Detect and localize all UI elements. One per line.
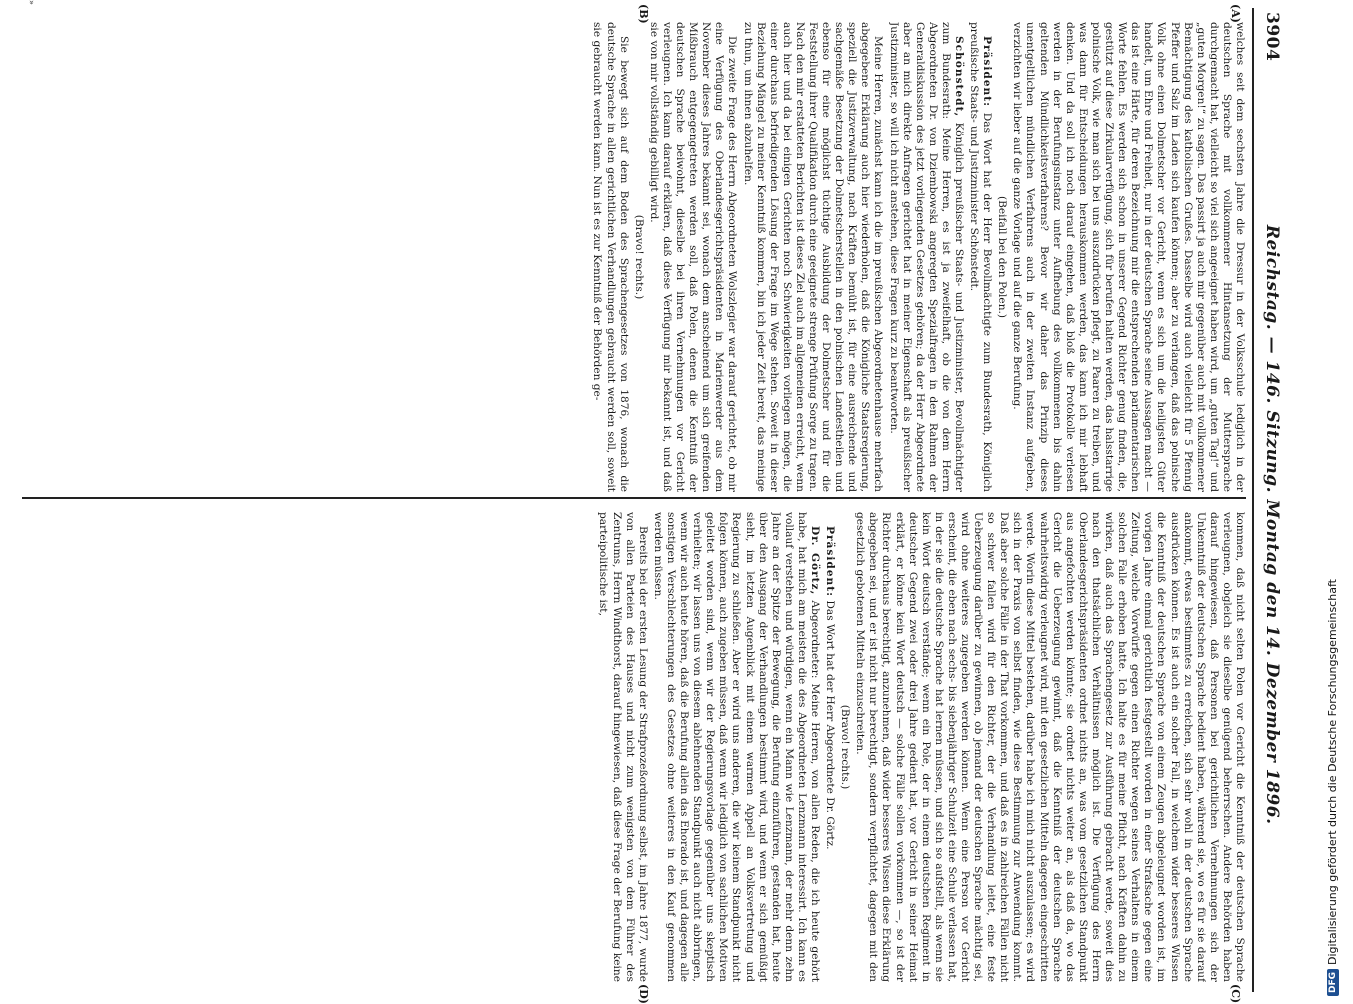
margin-mark-d: (D) xyxy=(637,984,650,1004)
speech-paragraph xyxy=(823,512,836,982)
text-paragraph: kommen, daß nicht selten Polen vor Gericht die Kenntniß der deutschen Sprache verleugnen, obgleich sie dieselbe genügend beherrschen. Andere Behörden haben darauf hingewiesen, daß Personen bei gerichtlichen Vernehmungen sich der Unkenntniß der deutschen Sprache bedient haben, während sie, wo es für sie darauf ankommt, etwas bestimmtes zu erreichen, sich sehr wohl in der deutschen Sprache ausdrücken können. Es ist auch ein solcher Fall, in welchem wider besseres Wissen die Kenntniß der deutschen Sprache von einem Zeugen abgeleugnet worden ist, im vorigen Jahre einmal gerichtlich festgestellt worden in einer Strafsache gegen eine Zeitung, welche Vorwürfe gegen einen Richter wegen seines Verhaltens in einem solchen Falle erhoben hatte. Ich halte es für meine Pflicht, nach Kräften dahin zu wirken, daß auch das Sprachengesetz zur Ausführung gebracht werde, soweit dies nach den thatsächlichen Verhältnissen möglich ist. Die Verfügung des Herrn Oberlandesgerichtspräsidenten ordnet nichts an, was vom gesetzlichen Standpunkt aus angefochten werden könnte; sie ordnet nichts weiter an, als daß da, wo das Gericht die Ueberzeugung gewinnt, daß die Kenntniß der deutschen Sprache wahrheitswidrig verleugnet wird, mit den gesetzlichen Mitteln dagegen eingeschritten werde. Worin diese Mittel bestehen, darüber habe ich mich nicht auszulassen; es wird sich in der Praxis von selbst finden, wie diese Bestimmung zur Anwendung kommt. Daß aber solche Fälle in der That vorkommen, und daß es in zahlreichen Fällen nicht so schwer fallen wird für den Richter, der die Verhandlung leitet, eine feste Ueberzeugung darüber zu gewinnen, ob jemand der deutschen Sprache mächtig sei, wird ohne weiteres zugegeben werden können. Wenn eine Person vor Gericht erscheint, die eben nach sechs- bis siebenjähriger Schulzeit eine Schule verlassen hat, in der sie die deutsche Sprache hat lernen müssen, und sich so aufstellt, als wenn sie kein Wort deutsch verstände; wenn ein Pole, der in einem deutschen Regiment in deutscher Gegend zwei oder drei Jahre gedient hat, vor Gericht in seiner Heimat erklärt, er könne kein Wort deutsch — solche Fälle sollen vorkommen —, so ist der Richter durchaus berechtigt, anzunehmen, daß wider besseres Wissen diese Erklärung abgegeben sei, und er ist nicht nur berechtigt, sondern verpflichtet, dagegen mit den gesetzlich gebotenen Mitteln einzuschreiten. xyxy=(854,512,1246,982)
page-title: Reichstag. — 146. Sitzung. Montag den 14. Dezember 1896. xyxy=(1262,224,1282,825)
page-number: 3904 xyxy=(1262,12,1282,62)
speech-text: Abgeordneter: Meine Herren, von allen Reden, die ich heute gehört habe, hat mich am meisten die des Abgeordneten Lenzmann interessirt. Ich kann es vollauf verstehen und würdigen, wenn ein Mann wie Lenzmann, der mehr denn zehn Jahre an der Spitze der Bewegung, die Berufung einzuführen, gestanden hat, heute über den Ausgang der Verhandlungen bestimmt wird, und wenn er sich gemüßigt sieht, im letzten Augenblick mit einem warmen Appell an Volksvertretung und Regierung zu schließen. Aber er wird uns anderen, die wir keinem Standpunkt nicht folgen können, auch zugeben müssen, daß wenn wir lediglich von sachlichen Motiven geleitet worden sind, wenn wir der Regierungsvorlage gegenüber uns skeptisch verhielten; wir lassen uns von diesem ablehnenden Standpunkt auch nicht abbringen, wenn wir auch heute hören, daß die Berufung allein das Ehorado ist, und dagegen alle sonstigen Verschlechterungen des Gesetzes ohne weiteres in den Kauf genommen werden müssen. xyxy=(651,512,821,982)
text-paragraph: Die zweite Frage des Herrn Abgeordneten Wolszlegier war darauf gerichtet, ob mir eine Verfügung des Oberlandesgerichtspräsidenten in Marienwerder aus dem November dieses Jahres bekannt sei, wonach dem anscheinend um sich greifenden Mißbrauch entgegengetreten werden soll, daß Polen, denen die Kenntniß der deutschen Sprache beiwohnt, dieselbe bei ihren Vernehmungen vor Gericht verleugnen. Ich kann darauf erklären, daß diese Verfügung mir bekannt ist, und daß sie von mir vollständig gebilligt wird. xyxy=(647,22,739,492)
speech-paragraph xyxy=(886,22,965,492)
speaker-name: Präsident: xyxy=(981,36,994,108)
margin-mark-b: (B) xyxy=(637,4,650,24)
stage-direction: (Bravo! rechts.) xyxy=(839,704,852,790)
speech-paragraph xyxy=(967,22,993,492)
speech-text: Königlich preußischer Staats- und Justizminister, Bevollmächtigter zum Bundesrath: Meine Herren, es ist ja zweifelhaft, ob die von dem Herrn Abgeordneten Dr. von Dziembowski angeregten Spezialfragen in den Rahmen der Generaldiskussion des jetzt vorliegenden Gesetzes gehören; da der Herr Abgeordnete aber an mich direkte Anfragen gerichtet hat in meiner Eigenschaft als preußischer Justizminister, so will ich nicht anstehen, diese Fragen kurz zu beantworten. xyxy=(887,22,966,492)
digitization-note-text: Digitalisierung gefördert durch die Deutsche Forschungsgemeinschaft xyxy=(1326,579,1339,965)
text-paragraph: Bereits bei der ersten Lesung der Strafprozeßordnung selbst, im Jahre 1877, wurde von allen Parteien des Hauses und nicht zum wenigsten von dem Führer des Zentrums, Herrn Windthorst, darauf hingewiesen, daß diese Frage der Berufung keine parteipolitische ist, xyxy=(597,512,649,982)
speaker-name: Dr. Görtz, xyxy=(809,526,821,596)
speaker-name: Schönstedt, xyxy=(953,36,966,118)
text-paragraph: Sie bewegt sich auf dem Boden des Sprachengesetzes von 1876, wonach die deutsche Sprache in allen gerichtlichen Verhandlungen gebraucht werden soll, soweit sie gebraucht werden kann. Nun ist es zur Kenntniß der Behörden ge- xyxy=(591,22,630,492)
margin-mark-c: (C) xyxy=(1229,984,1242,1004)
footer-mark: » xyxy=(27,0,36,5)
text-paragraph: Meine Herren, zunächst kann ich die im preußischen Abgeordnetenhause mehrfach abgegebene Erklärung auch hier wiederholen, daß die Königliche Staatsregierung, speziell die Justizverwaltung, nach Kräften bemüht ist, für eine ausreichende und sachgemäße Besetzung der Dolmetscherstellen in den polnischen Landestheilen und ebenso für eine möglichst tüchtige Ausbildung der Dolmetscher und für die Feststellung ihrer Qualifikation durch eine geeignete strenge Prüfung Sorge zu tragen. Nach den mir erstatteten Berichten ist dieses Ziel auch im allgemeinen erreicht, wenn auch hier und da bei einigen Gerichten noch Schwierigkeiten vorliegen mögen, die einer durchaus befriedigenden Lösung der Frage im Wege stehen. Soweit in dieser Beziehung Mängel zu meiner Kenntniß kommen, bin ich jeder Zeit bereit, das meinige zu thun, um ihnen abzuhelfen. xyxy=(741,22,885,492)
column-divider xyxy=(22,497,1246,499)
speaker-name: Präsident: xyxy=(824,526,837,598)
speech-text: Das Wort hat der Herr Bevollmächtigte zum Bundesrath, Königlich preußische Staats- und Justizminister Schönstedt. xyxy=(968,22,994,492)
speech-text: Das Wort hat der Herr Abgeordnete Dr. Görtz. xyxy=(824,597,837,850)
margin-mark-a: (A) xyxy=(1229,4,1242,23)
page-header xyxy=(1258,12,1282,988)
speech-paragraph xyxy=(651,512,821,982)
dfg-logo-icon: DFG xyxy=(1327,969,1339,996)
header-rule xyxy=(1252,8,1254,992)
stage-direction: (Beifall bei den Polen.) xyxy=(996,195,1009,319)
right-text-column xyxy=(22,512,1246,982)
text-paragraph: welches seit dem sechsten Jahre die Dressur in der Volksschule lediglich in der deutschen Sprache mit vollkommener Hintansetzung der Muttersprache durchgemacht hat, vielleicht so viel sich angeeignet haben wird, um „guten Tag!“ und „guten Morgen!“ zu sagen. Das passirt ja auch mir gegenüber auch mit vollkommener Bemächtigung des katholischen Grußes. Dasselbe wird auch vielleicht für 5 Pfennig Pfeffer und Salz im Laden sich kaufen können; aber zu verlangen, daß das polnische Volk ohne einen Dolmetscher vor Gericht, wenn es sich um die heiligsten Güter handelt, um Ehre und Freiheit, nur in der deutschen Sprache seine Aussagen macht — das ist eine Härte, für deren Bezeichnung mir die entsprechenden parlamentarischen Worte fehlen. Es werden sich schon in unserer Gegend Richter genug finden, die, gestützt auf diese Zirkularverfügung, sich für berufen halten werden, das halsstarrige polnische Volk, wie man sich bei uns auszudrücken pflegt, zu Paaren zu treiben, und was dann für Entscheidungen herauskommen werden, das kann ich mir lebhaft denken. Und da soll ich noch darauf eingehen, daß bloß die Protokolle verlesen werden in der Berufungsinstanz unter Aufhebung des vollkommenen bis dahin geltenden Mündlichkeitsverfahrens? Bevor wir daher das Prinzip dieses unentgeltlichen mündlichen Verfahrens auch in der zweiten Instanz aufgeben, verzichten wir lieber auf die ganze Vorlage und auf die ganze Berufung. xyxy=(1011,22,1246,492)
left-text-column xyxy=(22,22,1246,492)
stage-direction: (Bravo! rechts.) xyxy=(632,214,645,300)
digitization-note xyxy=(1300,0,1353,1000)
